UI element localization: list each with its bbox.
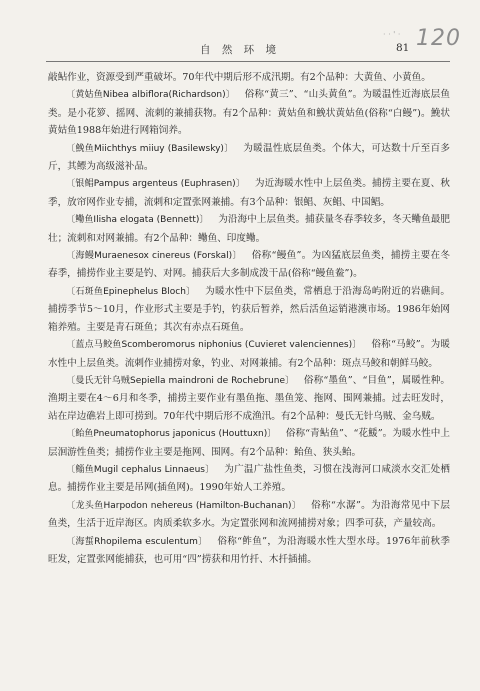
species-entry — [48, 247, 450, 283]
species-entry — [48, 211, 450, 247]
species-name: 〔海蜇Rhopilema esculentum〕 — [66, 536, 208, 547]
species-entry — [48, 497, 450, 533]
species-name: 〔鳓鱼Ilisha elogata (Bennett)〕 — [66, 215, 209, 226]
species-entry — [48, 175, 450, 211]
body-text — [48, 69, 450, 568]
species-entry — [48, 86, 450, 139]
species-entry — [48, 461, 450, 497]
paragraph-text: 俗称“鳗鱼”。为凶猛底层鱼类，捕捞主要在冬春季，捕捞作业主要是钓、对网。捕获后大多制成泼干品(俗称“鳗鱼鲞”)。 — [48, 250, 451, 280]
species-name: 〔石斑鱼Epinephelus Bloch〕 — [66, 286, 196, 297]
species-name: 〔曼氏无针乌贼Sepiella maindroni de Rochebrune〕 — [66, 375, 295, 386]
corner-marks: · · ' · — [383, 30, 401, 39]
species-entry — [48, 425, 450, 461]
running-header-title: 自 然 环 境 — [199, 44, 280, 56]
paragraph-text: 为近海暖水性中上层鱼类。捕捞主要在夏、秋季，放帘网作业专捕，流刺和定置张网兼捕。有3个品种：银鲳、灰鲳、中国鲳。 — [48, 178, 450, 208]
paragraph-text: 俗称“马鲛”。为暖水性中上层鱼类。流刺作业捕捞对象，钓业、对网兼捕。有2个品种：斑点马鲛和朝鲜马鲛。 — [48, 339, 451, 369]
species-entry — [48, 533, 450, 569]
continuation-paragraph — [48, 69, 450, 86]
species-name: 〔鮸鱼Miichthys miiuy (Basilewsky)〕 — [66, 143, 234, 154]
paragraph-text: 俗称“水潺”。为沿海常见中下层鱼类，生活于近岸海区。肉质柔软多水。为定置张网和流网捕捞对象；四季可获，产量较高。 — [48, 499, 450, 530]
paragraph-text: 为沿海中上层鱼类。捕获量冬春季较多，冬天鳓鱼最肥壮；流刺和对网兼捕。有2个品种：鳓鱼、印度鳓。 — [48, 214, 450, 244]
species-name: 〔龙头鱼Harpodon nehereus (Hamilton-Buchanan)〕 — [66, 500, 302, 511]
species-entry — [48, 336, 450, 372]
species-name: 〔鲻鱼Mugil cephalus Linnaeus〕 — [66, 464, 215, 475]
paragraph-text: 俗称“鲊鱼”，为沿海暖水性大型水母。1976年前秋季旺发，定置张网能捕获，也可用“四”捞获和用竹扦、木扦插捕。 — [48, 535, 450, 565]
species-name: 〔鲐鱼Pneumatophorus japonicus (Houttuxn)〕 — [66, 429, 277, 440]
species-entry — [48, 283, 450, 336]
species-name: 〔蓝点马鲛鱼Scomberomorus niphonius (Cuvieret valenciennes)〕 — [66, 340, 362, 351]
header-divider — [46, 61, 450, 62]
paragraph-text: 俗称“青鲇鱼”、“花鰀”。为暖水性中上层洄游性鱼类；捕捞作业主要是拖网、围网。有2个品种：鲐鱼、狭头鲐。 — [48, 428, 450, 458]
species-entry — [48, 140, 450, 176]
paragraph-text: 俗称“墨鱼”、“目鱼”，属暖性种。渔期主要在4～6月和冬季，捕捞主要作业有墨鱼拖、墨鱼笼、拖网、围网兼捕。过去旺发时，站在岸边礁岩上即可捞到。70年代中期后形不成渔汛。有2个品种：曼氏无针乌贼、金乌贼。 — [48, 374, 450, 422]
species-name: 〔黄姑鱼Nibea albiflora(Richardson)〕 — [66, 90, 235, 101]
page-number: 81 — [396, 42, 410, 54]
paragraph-text: 为暖温性底层鱼类。个体大，可达数十斤至百多斤，其鳔为高级滋补品。 — [48, 142, 450, 173]
paragraph-text: 俗称“黄三”、“山头黄鱼”。为暖温性近海底层鱼类。是小花箩、摇网、流刺的兼捕获物。有2个品种：黄姑鱼和鮸状黄姑鱼(俗称“白鳗”)。鮸状黄姑鱼1988年始进行网箱饲养。 — [48, 89, 450, 137]
handwritten-page-mark: 120 — [416, 26, 461, 51]
species-name: 〔银鲳Pampus argenteus (Euphrasen)〕 — [66, 179, 246, 190]
species-name: 〔海鳗Muraenesox cinereus (Forskal)〕 — [66, 251, 242, 262]
paragraph-text: 为广温广盐性鱼类，习惯在浅海河口咸淡水交汇处栖息。捕捞作业主要是吊网(插鱼网)。1990年始人工养殖。 — [48, 463, 450, 494]
paragraph-text: 敲鲇作业，资源受到严重破坏。70年代中期后形不成汛期。有2个品种：大黄鱼、小黄鱼。 — [48, 72, 431, 83]
paragraph-text: 为暖水性中下层鱼类，常栖息于沿海岛屿附近的岩礁间。捕捞季节5～10月，作业形式主要是手钓，钓获后暂养，然后活鱼运销港澳市场。1986年始网箱养殖。主要是青石斑鱼；其次有赤点石斑鱼。 — [48, 285, 450, 333]
species-entry — [48, 372, 450, 425]
